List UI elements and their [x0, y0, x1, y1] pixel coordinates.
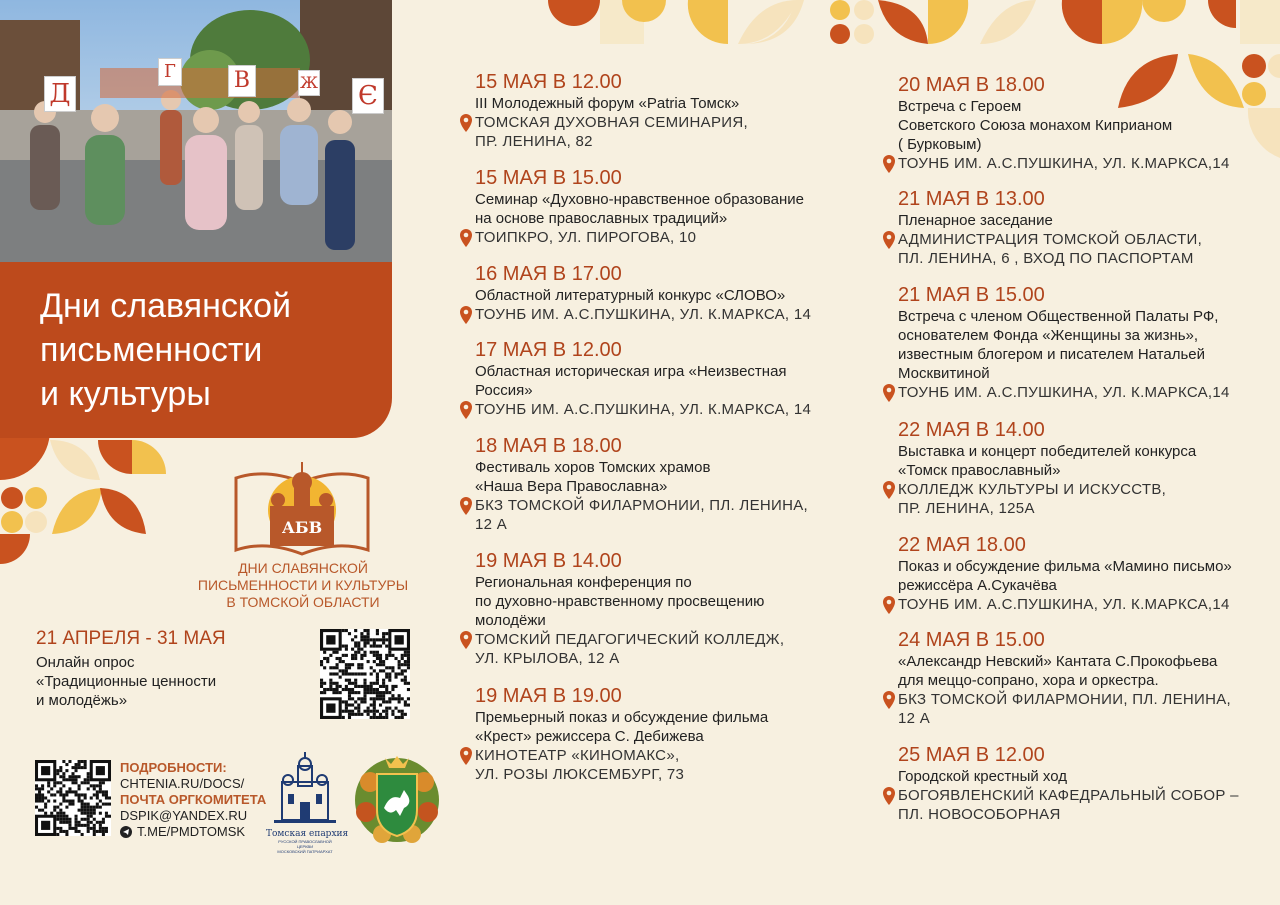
telegram-link[interactable]: T.ME/PMDTOMSK [137, 824, 246, 839]
event-item [475, 434, 855, 534]
event-date: 22 МАЯ В 14.00 [898, 419, 1045, 441]
event-place: АДМИНИСТРАЦИЯ ТОМСКОЙ ОБЛАСТИ, ПЛ. ЛЕНИНА, 6 , ВХОД ПО ПАСПОРТАМ [898, 231, 1203, 267]
event-location [898, 480, 1278, 518]
event-item [475, 338, 855, 419]
logo-letters: АБВ [281, 518, 323, 537]
event-date: 17 МАЯ В 12.00 [475, 339, 622, 361]
event-date: 25 МАЯ В 12.00 [898, 744, 1045, 766]
telegram-row[interactable] [120, 824, 280, 840]
event-item [898, 628, 1278, 728]
event-location [475, 228, 855, 247]
event-location [475, 113, 855, 151]
location-pin-icon [883, 691, 895, 709]
location-pin-icon [883, 231, 895, 249]
event-place: ТОУНБ ИМ. А.С.ПУШКИНА, УЛ. К.МАРКСА, 14 [475, 306, 812, 323]
event-description: «Александр Невский» Кантата С.Прокофьева для меццо-сопрано, хора и оркестра. [898, 653, 1218, 689]
placard-letter: Є [352, 78, 384, 114]
event-date: 15 МАЯ В 15.00 [475, 167, 622, 189]
location-pin-icon [883, 155, 895, 173]
event-description: Областной литературный конкурс «СЛОВО» [475, 287, 786, 304]
event-description: III Молодежный форум «Patria Томск» [475, 95, 740, 112]
event-item [898, 418, 1278, 518]
event-date: 24 МАЯ В 15.00 [898, 629, 1045, 651]
location-pin-icon [883, 384, 895, 402]
details-link[interactable]: CHTENIA.RU/DOCS/ [120, 776, 245, 791]
cathedral-icon [270, 752, 340, 824]
event-place: ТОУНБ ИМ. А.С.ПУШКИНА, УЛ. К.МАРКСА,14 [898, 596, 1230, 613]
page-title: Дни славянской письменности и культуры [40, 287, 292, 413]
event-item [898, 533, 1278, 614]
event-location [475, 305, 855, 324]
location-pin-icon [460, 497, 472, 515]
event-location [898, 595, 1278, 614]
event-description: Пленарное заседание [898, 212, 1053, 229]
event-date: 21 МАЯ В 15.00 [898, 284, 1045, 306]
logo-caption: ДНИ СЛАВЯНСКОЙ ПИСЬМЕННОСТИ И КУЛЬТУРЫ В ТОМСКОЙ ОБЛАСТИ [197, 560, 409, 610]
event-description: Премьерный показ и обсуждение фильма «Крест» режиссера С. Дебижева [475, 709, 769, 745]
location-pin-icon [460, 229, 472, 247]
event-place: БОГОЯВЛЕНСКИЙ КАФЕДРАЛЬНЫЙ СОБОР – ПЛ. НОВОСОБОРНАЯ [898, 787, 1239, 823]
event-description: Фестиваль хоров Томских храмов «Наша Вера Православна» [475, 459, 711, 495]
event-location [898, 230, 1278, 268]
event-description: Встреча с членом Общественной Палаты РФ, основaтелем Фонда «Женщины за жизнь», известным блогером и писателем Натальей Москвитиной [898, 308, 1219, 382]
contacts-block [120, 760, 280, 840]
eparchy-name: Томская епархия [266, 829, 349, 839]
event-item [898, 283, 1278, 402]
procession-photo-illustration [0, 0, 392, 265]
event-place: ТОМСКИЙ ПЕДАГОГИЧЕСКИЙ КОЛЛЕДЖ, УЛ. КРЫЛОВА, 12 А [475, 631, 785, 667]
festival-logo [232, 458, 372, 558]
event-date: 15 МАЯ В 12.00 [475, 71, 622, 93]
contacts-qr-code[interactable] [35, 760, 111, 836]
event-place: КИНОТЕАТР «КИНОМАКС», УЛ. РОЗЫ ЛЮКСЕМБУРГ, 73 [475, 747, 685, 783]
event-date: 20 МАЯ В 18.00 [898, 74, 1045, 96]
event-date: 18 МАЯ В 18.00 [475, 435, 622, 457]
details-label: ПОДРОБНОСТИ: [120, 760, 227, 775]
event-description: Встреча с Героем Советского Союза монахом Киприаном ( Бурковым) [898, 98, 1173, 153]
event-item [475, 684, 855, 784]
event-location [475, 630, 855, 668]
event-description: Городской крестный ход [898, 768, 1068, 785]
event-date: 22 МАЯ 18.00 [898, 534, 1026, 556]
event-description: Региональная конференция по по духовно-нравственному просвещению молодёжи [475, 574, 765, 629]
event-item [898, 743, 1278, 824]
event-place: ТОИПКРО, УЛ. ПИРОГОВА, 10 [475, 229, 697, 246]
coat-of-arms-icon [352, 752, 442, 844]
open-book-cathedral-icon [232, 458, 372, 558]
decorative-pattern-left [0, 430, 200, 570]
eparchy-subtitle: РУССКОЙ ПРАВОСЛАВНОЙ ЦЕРКВИ МОСКОВСКИЙ ПАТРИАРХАТ [277, 839, 333, 854]
event-item [475, 166, 855, 247]
event-description: Показ и обсуждение фильма «Мамино письмо» режиссёра А.Сукачёва [898, 558, 1232, 594]
location-pin-icon [883, 787, 895, 805]
location-pin-icon [460, 114, 472, 132]
org-email-link[interactable]: DSPIK@YANDEX.RU [120, 808, 248, 823]
event-item [898, 187, 1278, 268]
event-description: Семинар «Духовно-нравственное образование на основе православных традиций» [475, 191, 804, 227]
placard-letter: В [228, 65, 256, 97]
event-location [898, 786, 1278, 824]
event-item [475, 549, 855, 668]
event-place: БКЗ ТОМСКОЙ ФИЛАРМОНИИ, ПЛ. ЛЕНИНА, 12 А [898, 691, 1231, 727]
event-place: ТОУНБ ИМ. А.С.ПУШКИНА, УЛ. К.МАРКСА,14 [898, 384, 1230, 401]
event-location [898, 383, 1278, 402]
location-pin-icon [460, 747, 472, 765]
placard-letter: Г [158, 58, 182, 86]
event-location [475, 746, 855, 784]
event-place: БКЗ ТОМСКОЙ ФИЛАРМОНИИ, ПЛ. ЛЕНИНА, 12 А [475, 497, 808, 533]
tomsk-coat-of-arms [352, 752, 442, 844]
event-place: ТОУНБ ИМ. А.С.ПУШКИНА, УЛ. К.МАРКСА,14 [898, 155, 1230, 172]
event-place: КОЛЛЕДЖ КУЛЬТУРЫ И ИСКУССТВ, ПР. ЛЕНИНА, 125А [898, 481, 1167, 517]
survey-dates: 21 АПРЕЛЯ - 31 МАЯ [36, 628, 226, 649]
event-item [475, 262, 855, 324]
placard-letter: Ж [298, 70, 320, 96]
eparchy-logo [266, 752, 349, 854]
event-location [898, 154, 1278, 173]
event-location [898, 690, 1278, 728]
event-location [475, 496, 855, 534]
location-pin-icon [883, 481, 895, 499]
event-item [475, 70, 855, 151]
title-block [0, 262, 392, 438]
survey-qr-code[interactable] [320, 629, 410, 719]
event-item [898, 73, 1278, 173]
event-date: 19 МАЯ В 19.00 [475, 685, 622, 707]
telegram-icon [120, 826, 132, 838]
procession-photo [0, 0, 392, 265]
event-place: ТОМСКАЯ ДУХОВНАЯ СЕМИНАРИЯ, ПР. ЛЕНИНА, 82 [475, 114, 748, 150]
survey-text: Онлайн опрос «Традиционные ценности и молодёжь» [36, 654, 217, 709]
event-date: 16 МАЯ В 17.00 [475, 263, 622, 285]
location-pin-icon [460, 306, 472, 324]
event-description: Областная историческая игра «Неизвестная Россия» [475, 363, 787, 399]
location-pin-icon [460, 631, 472, 649]
event-place: ТОУНБ ИМ. А.С.ПУШКИНА, УЛ. К.МАРКСА, 14 [475, 401, 812, 418]
location-pin-icon [883, 596, 895, 614]
event-description: Выставка и концерт победителей конкурса «Томск православный» [898, 443, 1197, 479]
event-location [475, 400, 855, 419]
placard-letter: Д [44, 76, 76, 112]
org-email-label: ПОЧТА ОРГКОМИТЕТА [120, 792, 267, 807]
event-date: 21 МАЯ В 13.00 [898, 188, 1045, 210]
event-date: 19 МАЯ В 14.00 [475, 550, 622, 572]
location-pin-icon [460, 401, 472, 419]
